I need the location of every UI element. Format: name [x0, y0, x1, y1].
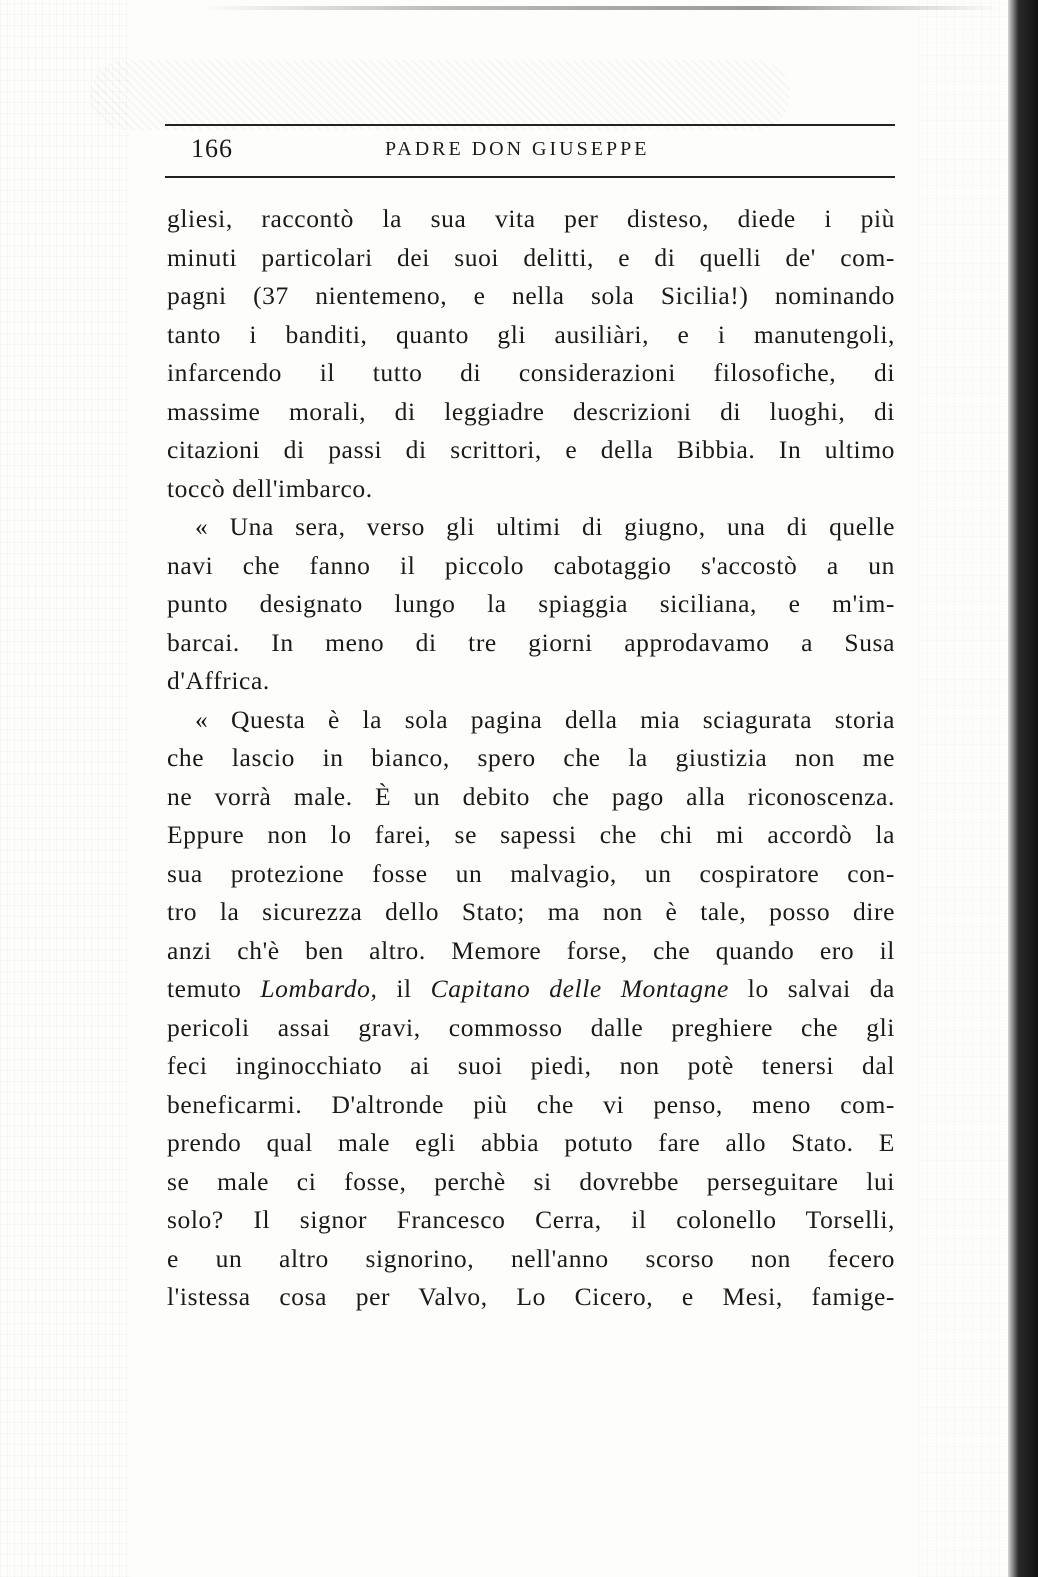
text-line: barcai. In meno di tre giorni approdavamo a Susa: [167, 627, 895, 657]
text-line: ne vorrà male. È un debito che pago alla riconoscenza.: [167, 781, 895, 811]
text-line: l'istessa cosa per Valvo, Lo Cicero, e Mesi, famige-: [167, 1282, 895, 1311]
text-fragment: lo salvai da: [728, 974, 895, 1003]
text-line: toccò dell'imbarco.: [167, 473, 373, 503]
text-line: « Questa è la sola pagina della mia sciagurata storia: [195, 704, 895, 734]
text-line: beneficarmi. D'altronde più che vi penso, meno com-: [167, 1089, 895, 1119]
paragraph-1: [167, 200, 895, 508]
page-number: 166: [191, 134, 233, 163]
text-line: tro la sicurezza dello Stato; ma non è tale, posso dire: [167, 897, 895, 926]
scan-top-edge: [200, 6, 1000, 10]
text-line: che lascio in bianco, spero che la giustizia non me: [167, 743, 895, 772]
text-line: d'Affrica.: [167, 666, 270, 695]
italic-title-capitano: Capitano delle Montagne: [430, 974, 729, 1003]
text-line: « Una sera, verso gli ultimi di giugno, una di quelle: [195, 512, 895, 541]
italic-name-lombardo: Lombardo,: [260, 974, 378, 1003]
paragraph-3: [167, 701, 895, 1317]
text-line: e un altro signorino, nell'anno scorso non fecero: [167, 1243, 895, 1273]
running-title: PADRE DON GIUSEPPE: [385, 138, 650, 160]
text-line: se male ci fosse, perchè si dovrebbe perseguitare lui: [167, 1166, 895, 1196]
header-rule-top: [165, 124, 895, 126]
text-line-with-italics: [167, 970, 895, 1009]
text-line: sua protezione fosse un malvagio, un cospiratore con-: [167, 858, 895, 888]
text-line: solo? Il signor Francesco Cerra, il colonello Torselli,: [167, 1205, 895, 1234]
scan-noise-top: [90, 60, 790, 130]
text-line: massime morali, di leggiadre descrizioni di luoghi, di: [167, 396, 895, 426]
text-line: anzi ch'è ben altro. Memore forse, che quando ero il: [167, 935, 895, 965]
text-fragment: temuto: [167, 974, 261, 1003]
text-line: tanto i banditi, quanto gli ausiliàri, e i manutengoli,: [167, 319, 895, 349]
text-line: feci inginocchiato ai suoi piedi, non potè tenersi dal: [167, 1051, 895, 1080]
text-line: pagni (37 nientemeno, e nella sola Sicilia!) nominando: [167, 281, 895, 310]
text-line: gliesi, raccontò la sua vita per disteso, diede i più: [167, 204, 895, 233]
text-line: navi che fanno il piccolo cabotaggio s'accostò a un: [167, 550, 895, 580]
book-binding-edge: [1008, 0, 1038, 1577]
text-line: citazioni di passi di scrittori, e della Bibbia. In ultimo: [167, 435, 895, 464]
scan-noise-left: [0, 0, 130, 1577]
text-line: minuti particolari dei suoi delitti, e di quelli de' com-: [167, 242, 895, 272]
text-line: infarcendo il tutto di considerazioni filosofiche, di: [167, 358, 895, 387]
text-line: Eppure non lo farei, se sapessi che chi mi accordò la: [167, 820, 895, 849]
header-rule-bottom: [165, 176, 895, 178]
body-text: [167, 200, 895, 1317]
text-line: punto designato lungo la spiaggia siciliana, e m'im-: [167, 589, 895, 618]
text-fragment: il: [377, 974, 431, 1003]
text-line: prendo qual male egli abbia potuto fare allo Stato. E: [167, 1128, 895, 1157]
page-header: [165, 124, 895, 180]
text-line: pericoli assai gravi, commosso dalle preghiere che gli: [167, 1012, 895, 1042]
scan-noise-right: [918, 0, 1008, 1577]
paragraph-2: [167, 508, 895, 701]
